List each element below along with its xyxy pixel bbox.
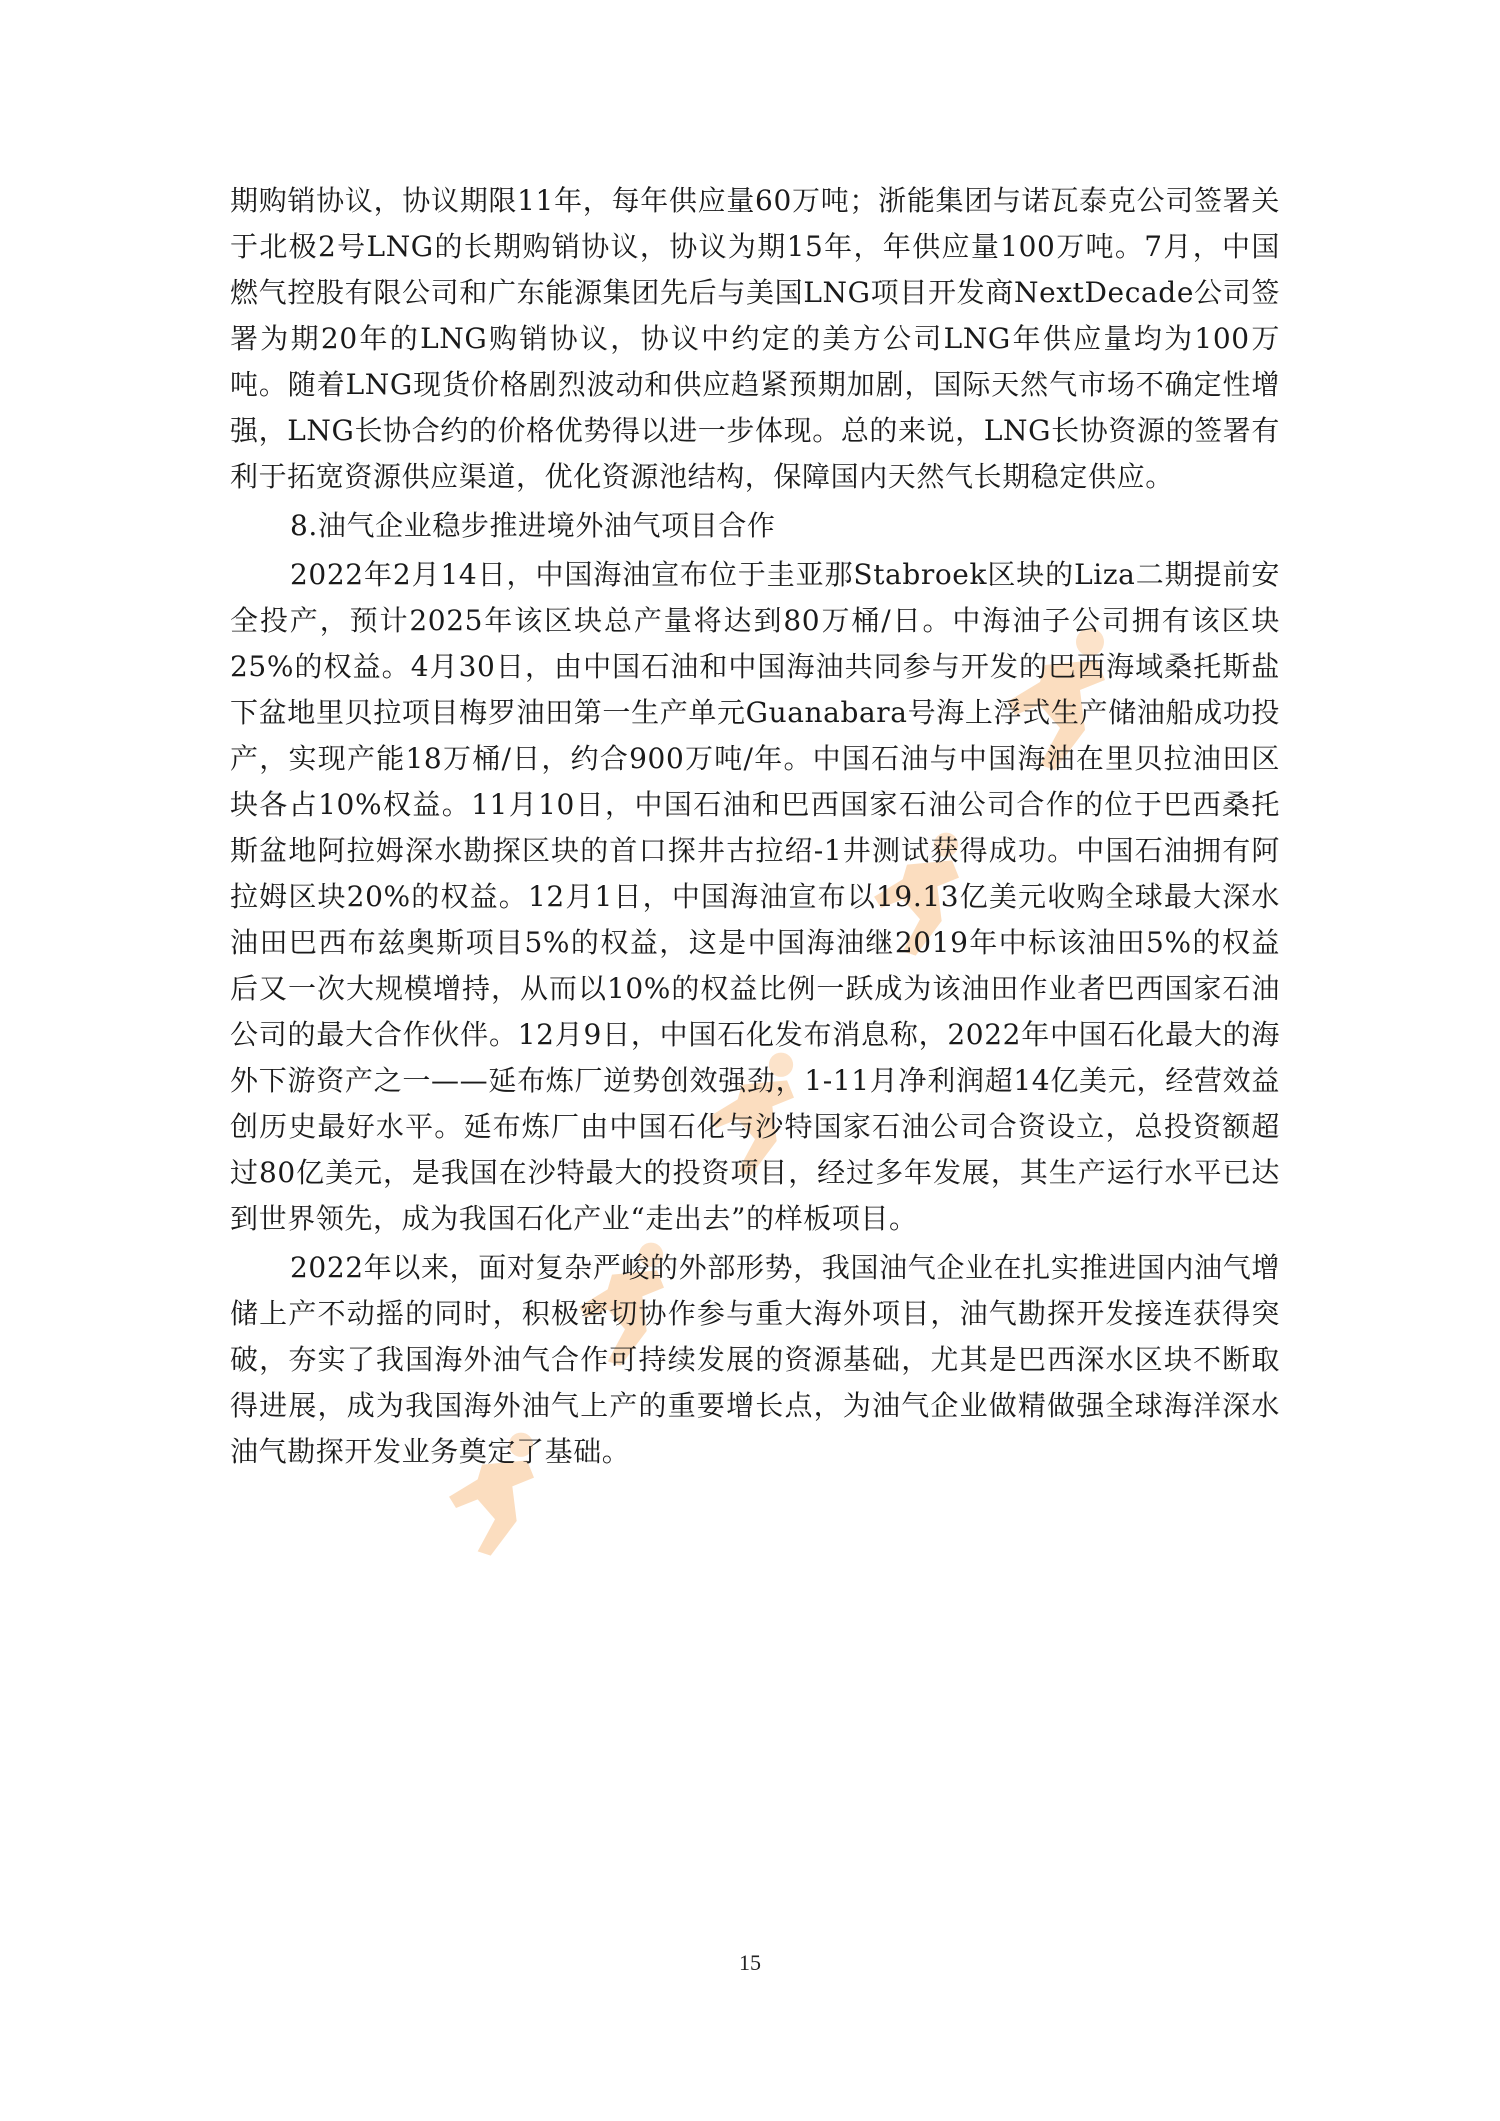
- paragraph-lng-contracts: 期购销协议，协议期限11年，每年供应量60万吨；浙能集团与诺瓦泰克公司签署关于北极2号LNG的长期购销协议，协议为期15年，年供应量100万吨。7月，中国燃气控股有限公司和广东能源集团先后与美国LNG项目开发商NextDecade公司签署为期20年的LNG购销协议，协议中约定的美方公司LNG年供应量均为100万吨。随着LNG现货价格剧烈波动和供应趋紧预期加剧，国际天然气市场不确定性增强，LNG长协合约的价格优势得以进一步体现。总的来说，LNG长协资源的签署有利于拓宽资源供应渠道，优化资源池结构，保障国内天然气长期稳定供应。: [230, 184, 1280, 493]
- paragraph-overseas-projects: 2022年2月14日，中国海油宣布位于圭亚那Stabroek区块的Liza二期提前安全投产，预计2025年该区块总产量将达到80万桶/日。中海油子公司拥有该区块25%的权益。4月30日，由中国石油和中国海油共同参与开发的巴西海域桑托斯盐下盆地里贝拉项目梅罗油田第一生产单元Guanabara号海上浮式生产储油船成功投产，实现产能18万桶/日，约合900万吨/年。中国石油与中国海油在里贝拉油田区块各占10%权益。11月10日，中国石油和巴西国家石油公司合作的位于巴西桑托斯盆地阿拉姆深水勘探区块的首口探井古拉绍-1井测试获得成功。中国石油拥有阿拉姆区块20%的权益。12月1日，中国海油宣布以19.13亿美元收购全球最大深水油田巴西布兹奥斯项目5%的权益，这是中国海油继2019年中标该油田5%的权益后又一次大规模增持，从而以10%的权益比例一跃成为该油田作业者巴西国家石油公司的最大合作伙伴。12月9日，中国石化发布消息称，2022年中国石化最大的海外下游资产之一——延布炼厂逆势创效强劲，1-11月净利润超14亿美元，经营效益创历史最好水平。延布炼厂由中国石化与沙特国家石油公司合资设立，总投资额超过80亿美元，是我国在沙特最大的投资项目，经过多年发展，其生产运行水平已达到世界领先，成为我国石化产业“走出去”的样板项目。: [230, 558, 1280, 1235]
- page-number: 15: [739, 1950, 761, 1975]
- paragraph-summary: 2022年以来，面对复杂严峻的外部形势，我国油气企业在扎实推进国内油气增储上产不动摇的同时，积极密切协作参与重大海外项目，油气勘探开发接连获得突破，夯实了我国海外油气合作可持续发展的资源基础，尤其是巴西深水区块不断取得进展，成为我国海外油气上产的重要增长点，为油气企业做精做强全球海洋深水油气勘探开发业务奠定了基础。: [230, 1251, 1280, 1468]
- document-body: [230, 178, 1280, 1478]
- section-heading-8: 8.油气企业稳步推进境外油气项目合作: [290, 509, 776, 542]
